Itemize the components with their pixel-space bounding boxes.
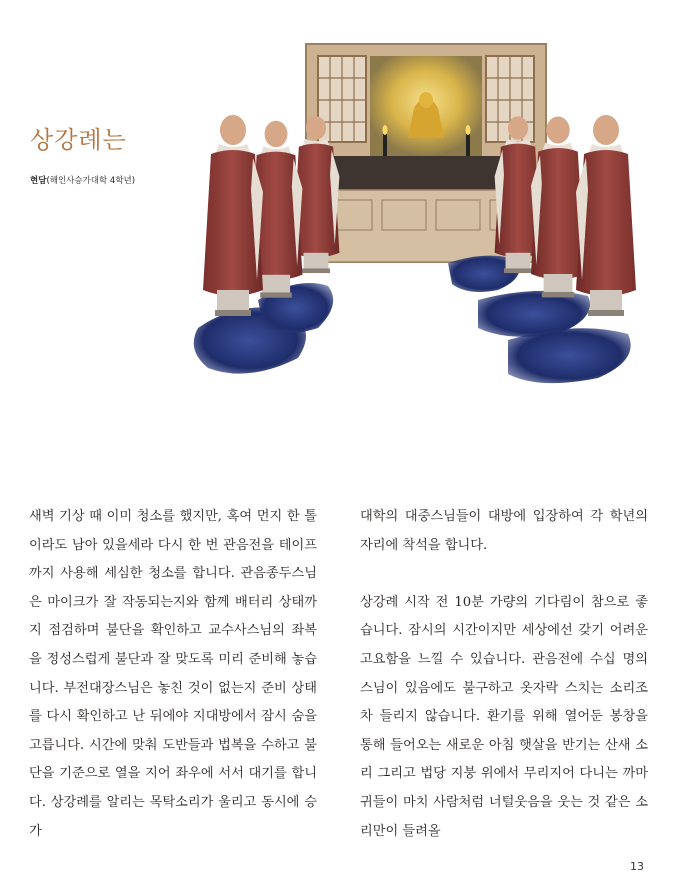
body-column-right <box>360 503 648 846</box>
page-number: 13 <box>630 860 644 873</box>
body-column-left <box>29 503 317 846</box>
body-paragraph: 새벽 기상 때 이미 청소를 했지만, 혹여 먼지 한 톨이라도 남아 있을세라 다시 한 번 관음전을 테이프까지 사용해 세심한 청소를 합니다. 관음종두스님은 마이크가 잘 작동되는지와 함께 배터리 상태까지 점검하며 불단을 확인하고 교수사스님의 좌복을 정성스럽게 불단과 잘 맞도록 미리 준비해 놓습니다. 부전대장스님은 놓친 것이 없는지 준비 상태를 다시 확인하고 난 뒤에야 지대방에서 잠시 숨을 고릅니다. 시간에 맞춰 도반들과 법복을 수하고 불단을 기준으로 열을 지어 좌우에 서서 대기를 합니다. 상강례를 알리는 목탁소리가 울리고 동시에 승가 <box>29 509 317 839</box>
body-paragraph: 상강례 시작 전 10분 가량의 기다림이 참으로 좋습니다. 잠시의 시간이지만 세상에선 갖기 어려운 고요함을 느낄 수 있습니다. 관음전에 수십 명의 스님이 있음에도 불구하고 옷자락 스치는 소리조차 들리지 않습니다. 환기를 위해 열어둔 봉창을 통해 들어오는 새로운 아침 햇살을 반기는 산새 소리 그리고 법당 지붕 위에서 무리지어 다니는 까마귀들이 마치 사람처럼 너털웃음을 웃는 것 같은 소리만이 들려올 <box>360 594 648 839</box>
article-title: 상강례는 <box>30 126 127 154</box>
author-affiliation: (해인사승가대학 4학년) <box>46 176 136 186</box>
monks-illustration <box>178 38 683 398</box>
body-paragraph: 대학의 대중스님들이 대방에 입장하여 각 학년의 자리에 착석을 합니다. <box>360 509 648 553</box>
author-line <box>30 174 135 186</box>
author-name: 현담 <box>30 176 47 186</box>
